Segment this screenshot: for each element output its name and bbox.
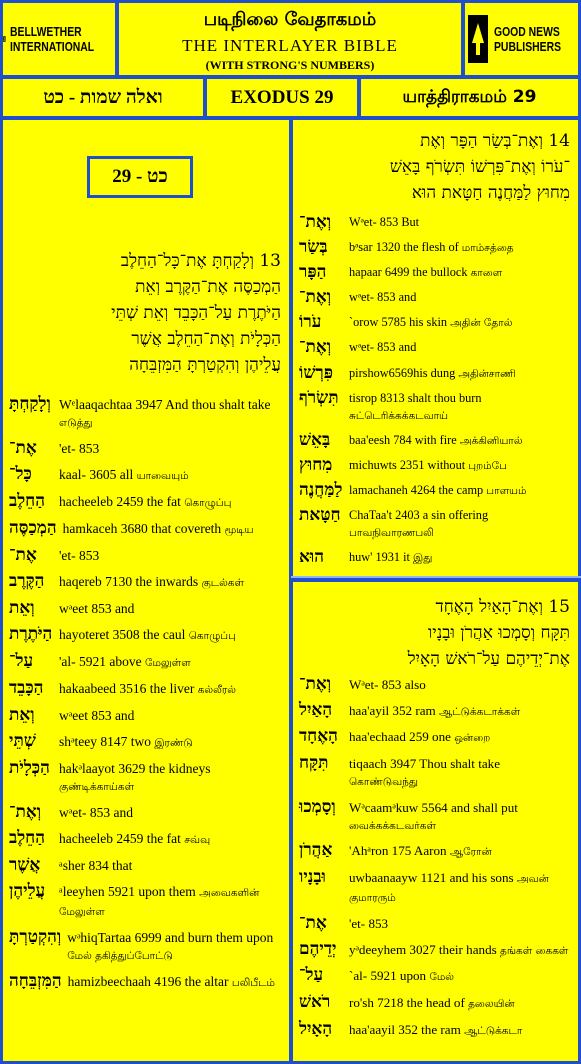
gloss-tamil: பாளயம் bbox=[486, 484, 527, 497]
bellwether-logo-icon bbox=[3, 13, 6, 65]
gloss-tamil: மூடிய bbox=[224, 524, 254, 536]
book-hebrew-cell bbox=[3, 79, 203, 116]
publisher-left-name: BELLWETHER INTERNATIONAL bbox=[9, 24, 94, 54]
word-entry bbox=[299, 363, 572, 383]
word-gloss bbox=[53, 705, 283, 724]
publisher-right-name: GOOD NEWS PUBLISHERS bbox=[493, 24, 561, 54]
word-entry bbox=[299, 480, 572, 500]
word-entry bbox=[9, 731, 283, 752]
right-column-top bbox=[293, 120, 578, 576]
hebrew-word: חַטָּאת bbox=[299, 505, 341, 526]
word-gloss bbox=[343, 939, 572, 960]
gloss-tamil: கொழுப்பு bbox=[188, 630, 236, 642]
word-gloss bbox=[343, 505, 572, 542]
gloss-english: wᵊeet 853 and bbox=[59, 708, 135, 723]
word-list-verse-13 bbox=[9, 394, 283, 998]
gloss-tamil: மேலுள்ள bbox=[145, 657, 191, 669]
word-entry bbox=[9, 518, 283, 539]
word-entry bbox=[299, 237, 572, 257]
gloss-tamil: தங்கள் கைகள் bbox=[500, 944, 569, 957]
book-tamil-cell bbox=[361, 79, 578, 116]
gloss-english: hakᵊlaayot 3629 the kidneys bbox=[59, 761, 211, 776]
right-column-bottom bbox=[293, 582, 578, 1061]
gloss-english: haa'ayil 352 ram bbox=[349, 702, 436, 718]
verse-14-hebrew: 14 וְאֶת־בְּשַׂר הַפָּר וְאֶת ־עֹרוֹ וְאֶת־פִּרְשׁוֹ תִּשְׂרֹף בָּאֵשׁ מִחוּץ לַמַּחֲנֶה חַטָּאת הוּא bbox=[389, 131, 570, 203]
gloss-tamil: ஒன்றை bbox=[454, 732, 491, 745]
hebrew-word: אַהֲרֹן bbox=[299, 840, 333, 861]
word-gloss bbox=[57, 518, 283, 539]
word-entry bbox=[299, 455, 572, 475]
word-gloss bbox=[343, 430, 572, 450]
left-column bbox=[3, 120, 289, 1061]
gloss-tamil: சுட்டெரிக்கக்கடவாய் bbox=[349, 409, 449, 422]
hebrew-word: פִּרְשׁוֹ bbox=[299, 362, 333, 383]
word-entry bbox=[299, 1019, 572, 1040]
word-entry bbox=[299, 867, 572, 907]
gloss-tamil: கொழுப்பு bbox=[184, 497, 232, 509]
word-gloss bbox=[343, 700, 572, 721]
hebrew-word: תִּשְׂרֹף bbox=[299, 387, 339, 408]
gloss-tamil: ஆரோன் bbox=[449, 846, 492, 859]
word-entry bbox=[9, 758, 283, 796]
word-entry bbox=[9, 545, 283, 565]
hebrew-word: וְאֵת bbox=[9, 598, 35, 618]
gloss-english: huw' 1931 it bbox=[349, 550, 410, 565]
gloss-english: hapaar 6499 the bullock bbox=[349, 265, 468, 280]
gloss-tamil: பாவநிவாரணபலி bbox=[349, 527, 434, 540]
word-gloss bbox=[53, 651, 283, 672]
hebrew-word: הָאָיִל bbox=[299, 1018, 333, 1039]
word-entry bbox=[9, 598, 283, 618]
chapter-box: כט - 29 bbox=[87, 156, 193, 198]
hebrew-word: בָּאֵשׁ bbox=[299, 429, 331, 450]
word-gloss bbox=[53, 881, 283, 921]
hebrew-word: וְלָקַחְתָּ bbox=[9, 394, 51, 414]
word-entry bbox=[9, 855, 283, 875]
publisher-logo-right bbox=[465, 3, 578, 75]
gloss-english: 'et- 853 bbox=[59, 548, 100, 563]
word-gloss bbox=[53, 731, 283, 752]
word-entry bbox=[299, 700, 572, 721]
word-gloss bbox=[343, 840, 572, 861]
hebrew-word: וְאֶת־ bbox=[299, 337, 332, 358]
gloss-tamil: புறம்பே bbox=[468, 459, 507, 472]
gloss-english: tiqaach 3947 Thou shalt take bbox=[349, 756, 501, 772]
gloss-english: 'Ahᵃron 175 Aaron bbox=[349, 843, 447, 859]
book-title-english: EXODUS 29 bbox=[230, 86, 334, 108]
word-entry bbox=[299, 840, 572, 861]
gloss-tamil: மாம்சத்தை bbox=[461, 242, 514, 255]
gloss-english: tisrop 8313 shalt thou burn bbox=[349, 390, 482, 405]
hebrew-word: הַיֹּתֶרֶת bbox=[9, 624, 53, 644]
gloss-english: `orow 5785 his skin bbox=[349, 315, 448, 330]
gloss-tamil: இது bbox=[413, 552, 433, 565]
word-entry bbox=[299, 913, 572, 933]
gloss-english: Wᵊcaamᵊkuw 5564 and shall put bbox=[349, 799, 518, 815]
gloss-english: 'et- 853 bbox=[349, 915, 389, 931]
gloss-tamil: ஆட்டுக்கடாக்கள் bbox=[439, 705, 521, 718]
word-gloss bbox=[53, 464, 283, 485]
word-entry bbox=[299, 430, 572, 450]
word-entry bbox=[9, 881, 283, 921]
gloss-english: haqereb 7130 the inwards bbox=[59, 574, 199, 589]
word-entry bbox=[9, 705, 283, 725]
gloss-tamil: இரண்டு bbox=[154, 737, 193, 749]
gloss-english: wᵊet- 853 and bbox=[59, 805, 133, 820]
hebrew-word: וְהִקְטַרְתָּ bbox=[9, 927, 62, 947]
gloss-english: hamizbeechaah 4196 the altar bbox=[67, 974, 229, 989]
gloss-tamil: காளை bbox=[470, 267, 503, 280]
hebrew-word: יְדֵיהֶם bbox=[299, 938, 337, 959]
word-entry bbox=[9, 394, 283, 432]
gloss-tamil: வைக்கக்கடவர்கள் bbox=[349, 819, 436, 832]
gloss-tamil: சவ்வு bbox=[184, 834, 211, 846]
hebrew-word: עֲלֵיהֶן bbox=[9, 881, 46, 901]
hebrew-word: וְאֶת־ bbox=[299, 674, 332, 694]
publisher-logo-left bbox=[3, 3, 115, 75]
word-gloss bbox=[53, 438, 283, 457]
gloss-english: Wᵉlaaqachtaa 3947 And thou shalt take bbox=[59, 397, 271, 412]
gloss-english: uwbaanaayw 1121 and his sons bbox=[349, 870, 514, 886]
word-entry bbox=[299, 505, 572, 542]
gloss-tamil: அதின் தோல் bbox=[450, 317, 513, 330]
word-gloss bbox=[343, 287, 572, 306]
gloss-tamil: குடல்கள் bbox=[201, 577, 245, 589]
gloss-english: hayoteret 3508 the caul bbox=[59, 627, 186, 642]
word-entry bbox=[9, 802, 283, 822]
hebrew-word: הָאֶחָד bbox=[299, 726, 338, 747]
hebrew-word: הַחֵלֶב bbox=[9, 828, 45, 848]
word-gloss bbox=[343, 547, 572, 567]
gloss-tamil: யாவையும் bbox=[136, 470, 189, 482]
word-entry bbox=[299, 312, 572, 332]
word-gloss bbox=[343, 753, 572, 791]
hebrew-word: הַקֶּרֶב bbox=[9, 571, 45, 591]
word-gloss bbox=[53, 828, 283, 849]
gloss-tamil: தலையின் bbox=[468, 997, 515, 1010]
book-english-cell bbox=[207, 79, 357, 116]
title-block bbox=[119, 3, 461, 75]
hebrew-word: הָאַיִל bbox=[299, 699, 333, 720]
gloss-english: wᵊet- 853 and bbox=[349, 340, 417, 355]
title-subtitle: (WITH STRONG'S NUMBERS) bbox=[205, 58, 375, 72]
gloss-english: hacheeleb 2459 the fat bbox=[59, 831, 181, 846]
hebrew-word: תִּקָּח bbox=[299, 753, 329, 774]
gloss-tamil: கல்லீரல் bbox=[197, 684, 237, 696]
gloss-tamil: அவைகளின் மேலுள்ள bbox=[59, 887, 260, 918]
hebrew-word: שְׁתֵּי bbox=[9, 731, 36, 751]
hebrew-word: וְאֶת־ bbox=[9, 802, 42, 822]
word-gloss bbox=[61, 927, 283, 965]
word-gloss bbox=[53, 678, 283, 699]
word-gloss bbox=[343, 674, 572, 693]
verse-13-hebrew: 13 וְלָקַחְתָּ אֶת־כָּל־הַחֵלֶב הַמְכַסֶּה אֶת־הַקֶּרֶב וְאֵת הַיֹּתֶרֶת עַל־הַכָּבֵד וְאֵת שְׁתֵּי הַכְּלָיֹת וְאֶת־הַחֵלֶב אֲשֶׁר עֲלֵיהֶן וְהִקְטַרְתָּ הַמִּזְבֵּחָה bbox=[111, 251, 281, 375]
gloss-tamil: கொண்டுவந்து bbox=[349, 776, 418, 789]
gloss-english: yᵊdeeyhem 3027 their hands bbox=[349, 941, 497, 957]
word-gloss bbox=[343, 262, 572, 282]
gloss-tamil: மேல் bbox=[429, 971, 454, 984]
word-entry bbox=[299, 965, 572, 986]
gloss-english: wᵊhiqTartaa 6999 and burn them upon bbox=[67, 930, 274, 945]
gloss-english: `al- 5921 upon bbox=[349, 968, 427, 984]
word-entry bbox=[9, 491, 283, 512]
hebrew-word: רֹאשׁ bbox=[299, 991, 331, 1012]
word-entry bbox=[299, 992, 572, 1013]
word-gloss bbox=[62, 971, 283, 992]
word-gloss bbox=[343, 363, 572, 383]
hebrew-word: וְסָמְכוּ bbox=[299, 796, 336, 817]
gloss-tamil: ஆட்டுக்கடா bbox=[464, 1024, 523, 1037]
hebrew-word: עַל־ bbox=[9, 651, 34, 671]
book-title-hebrew: ואלה שמות - כט bbox=[43, 86, 163, 108]
word-entry bbox=[299, 797, 572, 835]
hebrew-word: וְאֶת־ bbox=[299, 287, 332, 308]
gloss-english: hacheeleb 2459 the fat bbox=[59, 494, 181, 509]
hebrew-word: וּבָנָיו bbox=[299, 867, 326, 888]
word-entry bbox=[9, 438, 283, 458]
gloss-english: hamkaceh 3680 that covereth bbox=[62, 521, 222, 536]
gloss-english: wᵊet- 853 and bbox=[349, 290, 417, 305]
word-gloss bbox=[53, 545, 283, 564]
word-gloss bbox=[343, 965, 572, 986]
hebrew-word: הַפָּר bbox=[299, 262, 327, 283]
hebrew-word: הַמְכַסֶּה bbox=[9, 518, 57, 538]
gloss-english: ᵃsher 834 that bbox=[59, 858, 133, 873]
gloss-english: kaal- 3605 all bbox=[59, 467, 134, 482]
word-entry bbox=[9, 828, 283, 849]
word-gloss bbox=[53, 624, 283, 645]
gloss-tamil: அதின்சாணி bbox=[458, 367, 516, 380]
word-gloss bbox=[343, 312, 572, 332]
gloss-english: haa'echaad 259 one bbox=[349, 729, 451, 745]
gloss-english: wᵊeet 853 and bbox=[59, 601, 135, 616]
hebrew-word: עַל־ bbox=[299, 965, 324, 986]
word-gloss bbox=[53, 855, 283, 874]
gloss-tamil: அவன் குமாரரும் bbox=[349, 873, 549, 905]
section-divider bbox=[291, 576, 581, 578]
word-entry bbox=[299, 212, 572, 232]
hebrew-word: אֶת־ bbox=[9, 545, 37, 565]
good-news-logo-icon bbox=[466, 13, 490, 65]
word-entry bbox=[299, 337, 572, 357]
gloss-english: bᵊsar 1320 the flesh of bbox=[349, 240, 459, 255]
word-gloss bbox=[53, 491, 283, 512]
word-entry bbox=[9, 927, 283, 965]
gloss-english: pirshow6569his dung bbox=[349, 365, 456, 380]
verse-15-hebrew: 15 וְאֶת־הָאַיִל הָאֶחָד תִּקָּח וְסָמְכוּ אַהֲרֹן וּבָנָיו אֶת־יְדֵיהֶם עַל־רֹאשׁ הָאָיִל bbox=[407, 597, 570, 669]
word-gloss bbox=[53, 598, 283, 617]
gloss-tamil: அக்கினியால் bbox=[459, 434, 523, 447]
word-entry bbox=[299, 674, 572, 694]
word-entry bbox=[299, 547, 572, 567]
hebrew-word: עֹרוֹ bbox=[299, 312, 322, 333]
gloss-english: Wᵊet- 853 But bbox=[349, 215, 420, 229]
word-entry bbox=[9, 571, 283, 592]
word-gloss bbox=[53, 802, 283, 821]
gloss-english: ro'sh 7218 the head of bbox=[349, 994, 465, 1010]
hebrew-word: מִחוּץ bbox=[299, 454, 333, 475]
hebrew-word: בְּשַׂר bbox=[299, 237, 328, 258]
word-gloss bbox=[343, 237, 572, 257]
word-gloss bbox=[343, 867, 572, 907]
word-entry bbox=[9, 464, 283, 485]
word-entry bbox=[299, 262, 572, 282]
book-title-tamil: யாத்திராகமம் 29 bbox=[402, 86, 537, 107]
title-english: THE INTERLAYER BIBLE bbox=[182, 36, 398, 55]
hebrew-word: וְאֶת־ bbox=[299, 212, 332, 232]
hebrew-word: כָּל־ bbox=[9, 464, 32, 484]
word-entry bbox=[9, 651, 283, 672]
gloss-english: michuwts 2351 without bbox=[349, 457, 466, 472]
hebrew-word: וְאֵת bbox=[9, 705, 35, 725]
word-entry bbox=[299, 939, 572, 960]
gloss-tamil: எடுத்து bbox=[59, 417, 93, 429]
word-gloss bbox=[343, 726, 572, 747]
gloss-english: 'et- 853 bbox=[59, 441, 100, 456]
title-tamil: படிநிலை வேதாகமம் bbox=[203, 9, 377, 30]
word-entry bbox=[9, 624, 283, 645]
hebrew-word: אֶת־ bbox=[9, 438, 37, 458]
word-gloss bbox=[343, 913, 572, 932]
word-gloss bbox=[343, 480, 572, 500]
hebrew-word: הַכְּלָיֹת bbox=[9, 758, 50, 778]
gloss-english: 'al- 5921 above bbox=[59, 654, 142, 669]
word-gloss bbox=[343, 1019, 572, 1040]
hebrew-word: הוּא bbox=[299, 547, 325, 568]
word-entry bbox=[9, 971, 283, 992]
hebrew-word: אֶת־ bbox=[299, 912, 327, 933]
gloss-english: ᵃleeyhen 5921 upon them bbox=[59, 884, 196, 899]
gloss-english: shᵊteey 8147 two bbox=[59, 734, 151, 749]
gloss-english: baa'eesh 784 with fire bbox=[349, 432, 457, 447]
gloss-tamil: குண்டிக்காய்கள் bbox=[59, 781, 135, 793]
word-gloss bbox=[343, 797, 572, 835]
gloss-english: lamachaneh 4264 the camp bbox=[349, 482, 484, 497]
hebrew-word: הַכָּבֵד bbox=[9, 678, 44, 698]
word-gloss bbox=[343, 212, 572, 231]
gloss-english: ChaTaa't 2403 a sin offering bbox=[349, 508, 489, 523]
word-list-verse-15 bbox=[299, 674, 572, 1045]
gloss-english: hakaabeed 3516 the liver bbox=[59, 681, 195, 696]
hebrew-word: לַמַּחֲנֶה bbox=[299, 479, 343, 500]
gloss-english: Wᵊet- 853 also bbox=[349, 677, 426, 692]
gloss-tamil: பலிபீடம் bbox=[231, 977, 275, 989]
gloss-tamil: மேல் தகித்துப்போட்டு bbox=[67, 950, 173, 962]
word-gloss bbox=[343, 455, 572, 475]
word-gloss bbox=[53, 758, 283, 796]
word-gloss bbox=[53, 394, 283, 432]
hebrew-word: הַמִּזְבֵּחָה bbox=[9, 971, 62, 991]
word-entry bbox=[299, 753, 572, 791]
word-gloss bbox=[343, 992, 572, 1013]
hebrew-word: הַחֵלֶב bbox=[9, 491, 45, 511]
word-entry bbox=[299, 287, 572, 307]
word-gloss bbox=[53, 571, 283, 592]
word-entry bbox=[299, 388, 572, 425]
word-entry bbox=[9, 678, 283, 699]
word-entry bbox=[299, 726, 572, 747]
gloss-english: haa'aayil 352 the ram bbox=[349, 1021, 461, 1037]
word-gloss bbox=[343, 388, 572, 425]
hebrew-word: אֲשֶׁר bbox=[9, 855, 41, 875]
word-list-verse-14 bbox=[299, 212, 572, 572]
word-gloss bbox=[343, 337, 572, 356]
